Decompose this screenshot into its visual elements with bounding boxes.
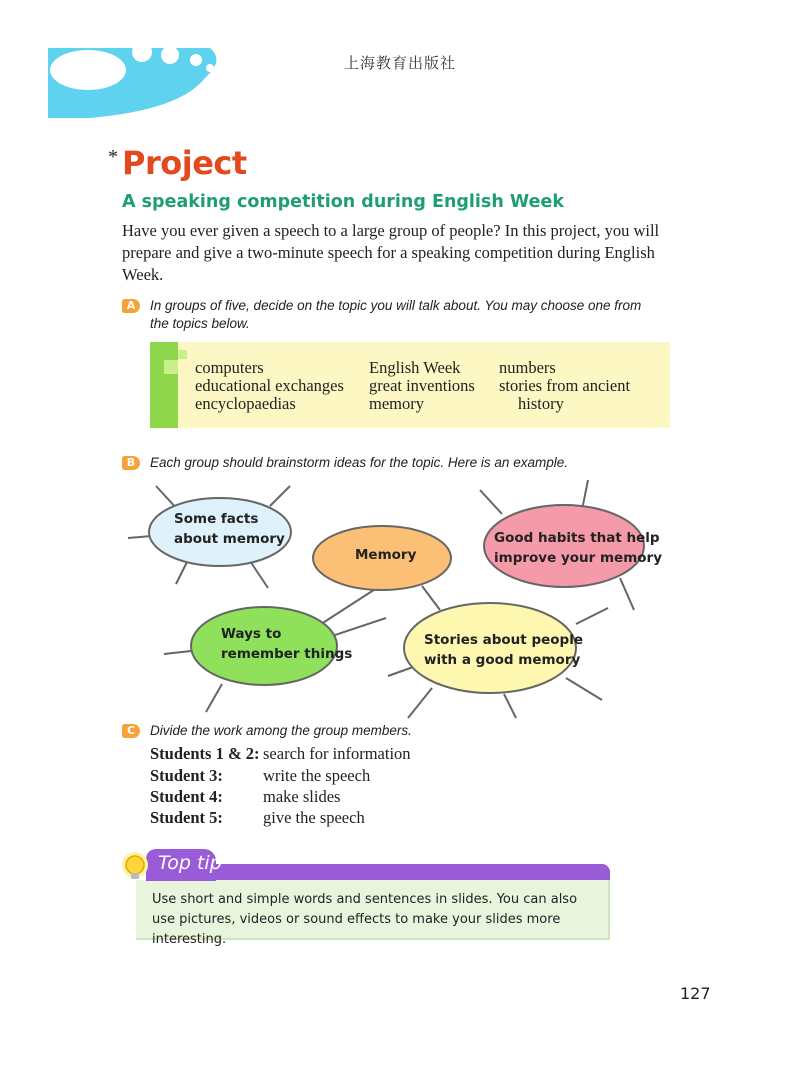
topics-box-accent — [150, 342, 178, 428]
step-a-line2: the topics below. — [150, 316, 250, 331]
connector-line — [318, 586, 380, 626]
topic-item: encyclopaedias — [195, 394, 296, 413]
role-label: Student 3: — [150, 766, 223, 785]
optional-marker: * — [108, 146, 118, 168]
topic-item: computers — [195, 358, 264, 377]
top-tip-tab-bar — [200, 864, 610, 880]
role-label: Students 1 & 2: — [150, 744, 260, 763]
role-task: make slides — [263, 787, 341, 806]
node-ways-line2: remember things — [221, 646, 353, 662]
connector-line — [422, 586, 440, 610]
topic-item: memory — [369, 394, 424, 413]
node-center-label: Memory — [355, 547, 417, 563]
spoke-line — [480, 490, 502, 514]
publisher-name: 上海教育出版社 — [343, 54, 456, 72]
node-stories-line1: Stories about people — [424, 632, 583, 648]
topic-item: numbers — [499, 358, 556, 377]
spoke-line — [620, 578, 634, 610]
spoke-line — [566, 678, 602, 700]
topics-box-accent-square — [178, 350, 187, 359]
spoke-line — [206, 684, 222, 712]
topic-item: history — [518, 394, 564, 413]
node-stories-line2: with a good memory — [424, 652, 581, 668]
node-facts-line1: Some facts — [174, 511, 259, 527]
spoke-line — [504, 694, 516, 718]
page-title: Project — [122, 144, 247, 182]
role-task: give the speech — [263, 808, 365, 827]
lightbulb-icon — [118, 850, 152, 884]
step-b-text: Each group should brainstorm ideas for the topic. Here is an example. — [150, 455, 568, 470]
spoke-line — [408, 688, 432, 718]
step-a-line1: In groups of five, decide on the topic you will talk about. You may choose one from — [150, 298, 642, 313]
project-subtitle: A speaking competition during English Week — [122, 192, 564, 212]
topic-item: stories from ancient — [499, 376, 631, 395]
topic-item: educational exchanges — [195, 376, 344, 395]
spoke-line — [128, 536, 152, 538]
top-tip-text: Use short and simple words and sentences in slides. You can also use pictures, videos or sound effects to make your slides more interesting. — [152, 892, 578, 947]
spoke-line — [270, 486, 290, 506]
step-c-text: Divide the work among the group members. — [150, 723, 412, 738]
step-a-badge: A — [122, 299, 140, 313]
role-label: Student 5: — [150, 808, 223, 827]
node-habits-line2: improve your memory — [494, 550, 663, 566]
node-habits-line1: Good habits that help — [494, 530, 660, 546]
spoke-line — [576, 608, 608, 624]
node-facts-line2: about memory — [174, 531, 285, 547]
topic-item: great inventions — [369, 376, 475, 395]
top-tip-title: Top tip — [158, 852, 222, 874]
role-label: Student 4: — [150, 787, 223, 806]
page-number: 127 — [680, 984, 711, 1003]
topic-item: English Week — [369, 358, 461, 377]
topics-box-accent-square — [164, 360, 178, 374]
role-task: write the speech — [263, 766, 371, 785]
step-c-badge: C — [122, 724, 140, 738]
intro-paragraph: Have you ever given a speech to a large group of people? In this project, you will prepare and give a two-minute speech for a speaking competition during English Week. — [122, 221, 660, 284]
step-b-badge: B — [122, 456, 140, 470]
node-ways-line1: Ways to — [221, 626, 282, 642]
role-task: search for information — [263, 744, 411, 763]
